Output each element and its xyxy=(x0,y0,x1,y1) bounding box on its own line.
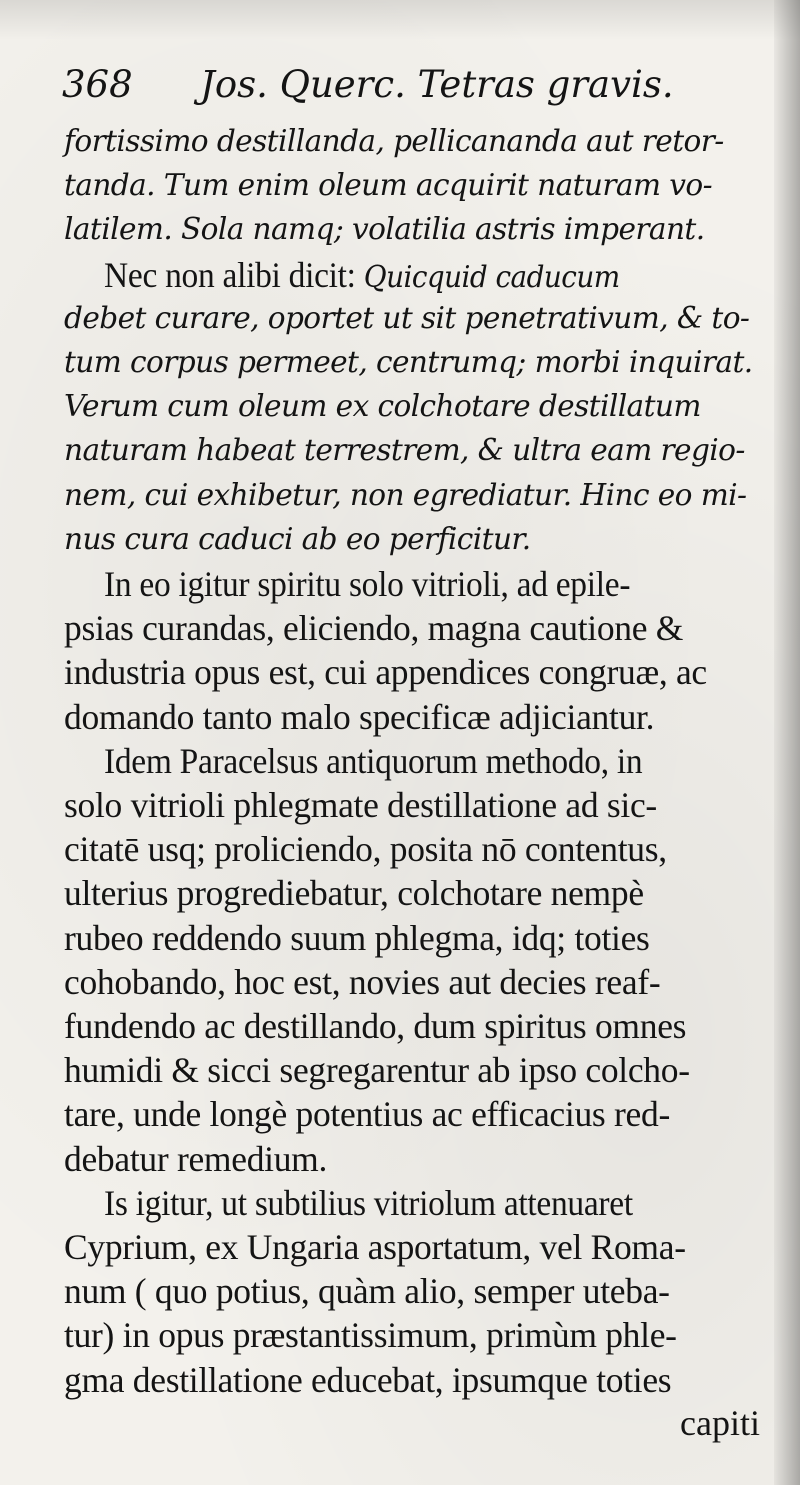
text-line: nus cura caduci ab eo perficitur. xyxy=(64,521,531,557)
text-line: fundendo ac destillando, dum spiritus omnes xyxy=(64,1006,687,1046)
text-line: citatē usq; proliciendo, posita nō contentus, xyxy=(64,829,667,870)
text-line: psias curandas, eliciendo, magna cautione & xyxy=(64,608,684,649)
text-line: gma destillatione educebat, ipsumque toties xyxy=(64,1359,672,1400)
text-line: num ( quo potius, quàm alio, semper uteba- xyxy=(64,1271,670,1312)
text-line: tare, unde longè potentius ac efficacius red- xyxy=(64,1094,670,1135)
text-line: debatur remedium. xyxy=(64,1138,328,1179)
page-number: 368 xyxy=(62,63,133,106)
text-line: fortissimo destillanda, pellicananda aut retor- xyxy=(64,124,724,159)
text-line: debet curare, oportet ut sit penetrativum, & to- xyxy=(64,300,750,336)
text-line: tanda. Tum enim oleum acquirit naturam vo- xyxy=(64,168,712,204)
top-shadow xyxy=(0,0,800,40)
running-title: Jos. Querc. Tetras gravis. xyxy=(200,63,674,106)
text-line: humidi & sicci segregarentur ab ipso colcho- xyxy=(64,1050,690,1091)
text-line: Is igitur, ut subtilius vitriolum attenuaret xyxy=(104,1182,633,1223)
text-line: tum corpus permeet, centrumq; morbi inquirat. xyxy=(64,345,753,380)
text-line: ulterius progrediebatur, colchotare nempè xyxy=(64,873,644,914)
text-line xyxy=(104,251,754,299)
text-line: industria opus est, cui appendices congruæ, ac xyxy=(64,652,707,693)
text-line: Cyprium, ex Ungaria asportatum, vel Roma- xyxy=(64,1227,686,1267)
text-line: latilem. Sola namq; volatilia astris imperant. xyxy=(64,212,705,248)
text-italic-part: Quicquid caducum xyxy=(363,259,620,295)
text-line: nem, cui exhibetur, non egrediatur. Hinc eo mi- xyxy=(64,477,747,513)
running-header xyxy=(62,58,762,112)
catchword: capiti xyxy=(680,1403,760,1443)
text-line: tur) in opus præstantissimum, primùm phle- xyxy=(64,1315,677,1356)
text-line: Verum cum oleum ex colchotare destillatum xyxy=(64,389,701,425)
text-line: naturam habeat terrestrem, & ultra eam regio- xyxy=(64,433,745,469)
text-line: In eo igitur spiritu solo vitrioli, ad epile- xyxy=(104,564,631,604)
text-line: domando tanto malo specificæ adjiciantur. xyxy=(64,696,655,737)
page-gutter-shadow xyxy=(774,0,800,1485)
text-line: Idem Paracelsus antiquorum methodo, in xyxy=(104,740,643,781)
text-line: cohobando, hoc est, novies aut decies reaf- xyxy=(64,961,661,1002)
text-roman-part: Nec non alibi dicit: xyxy=(104,254,364,295)
text-line: solo vitrioli phlegmate destillatione ad sic- xyxy=(64,785,657,825)
text-line: rubeo reddendo suum phlegma, idq; toties xyxy=(64,917,650,958)
